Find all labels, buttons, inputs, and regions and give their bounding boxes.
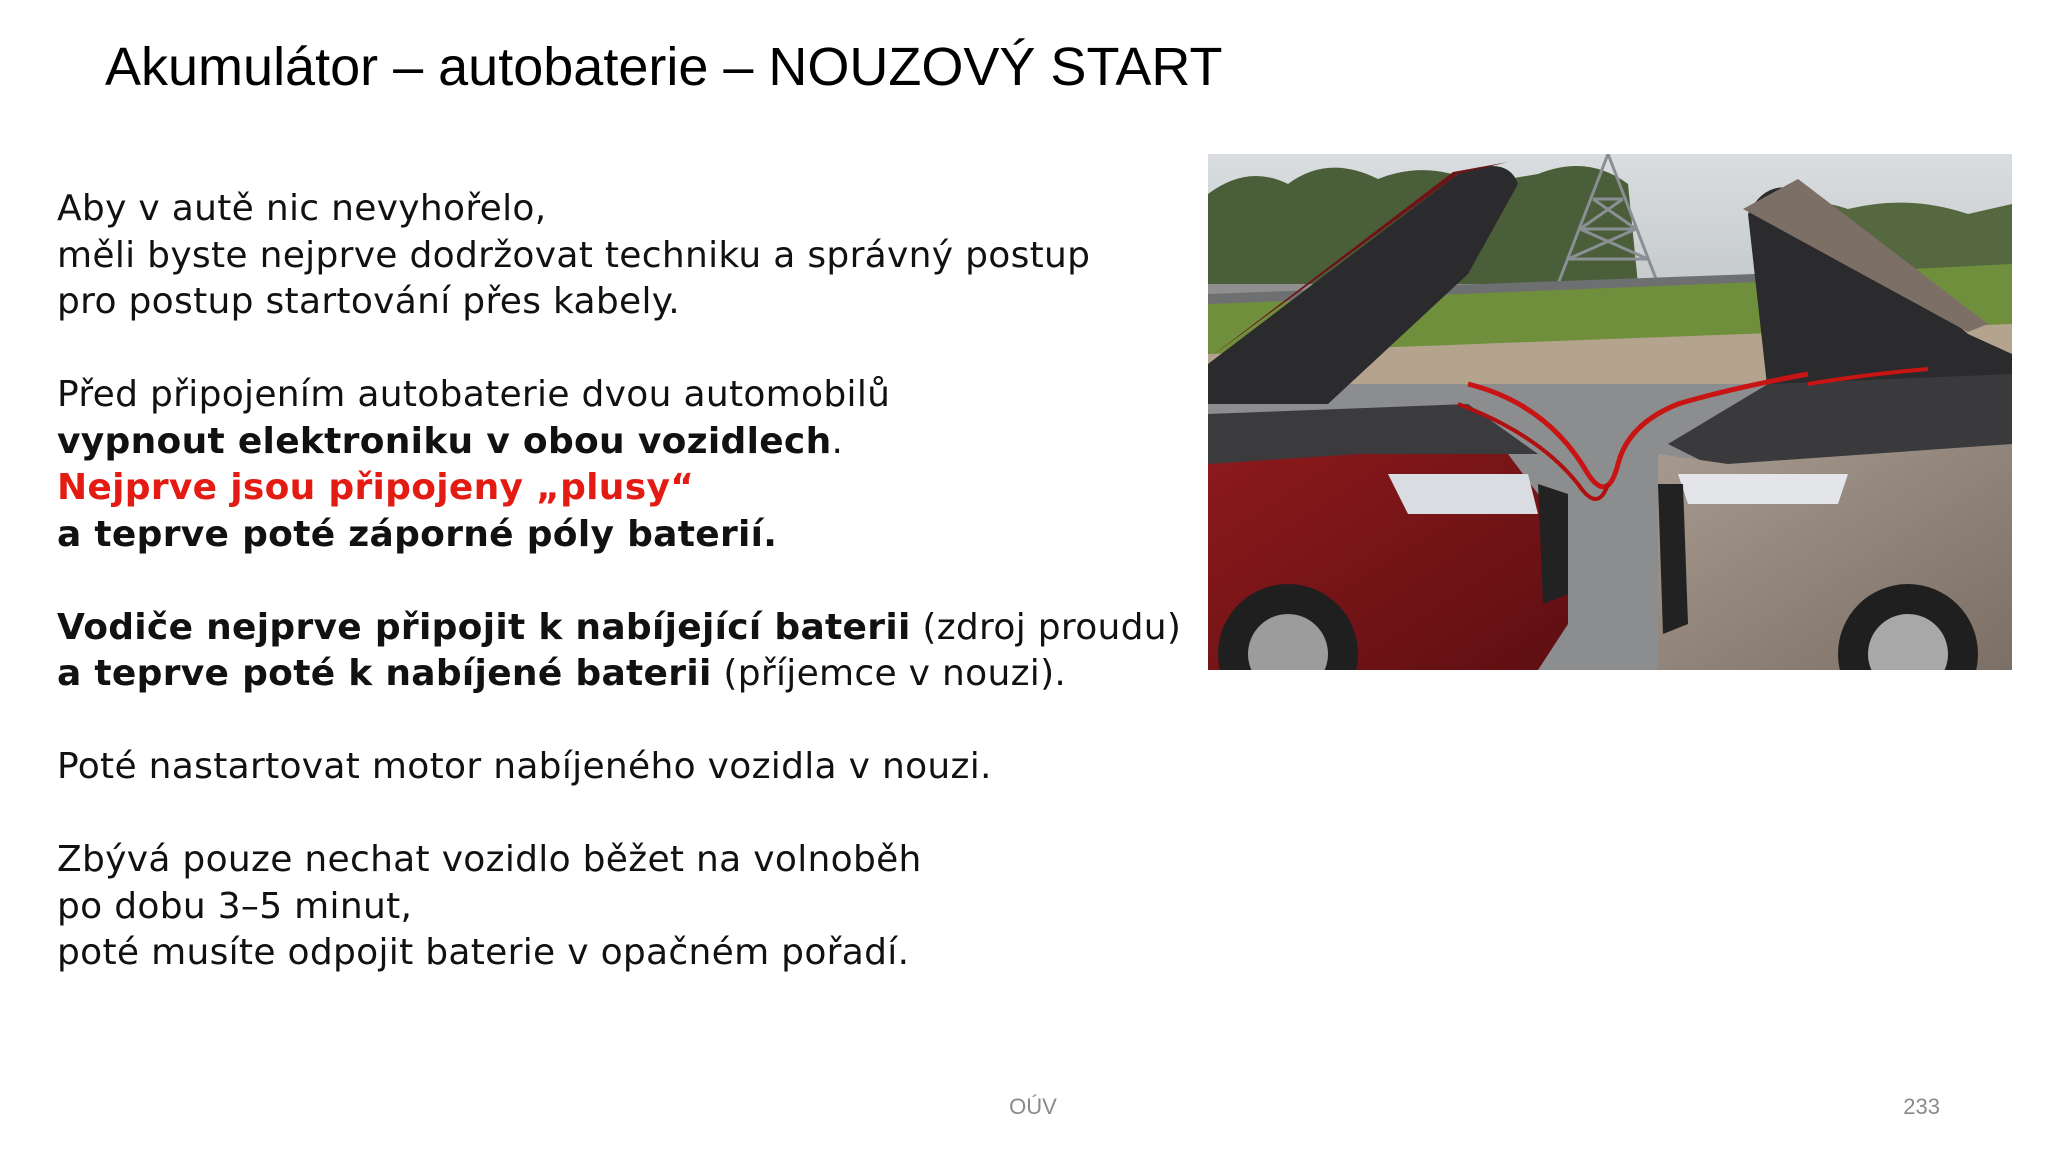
body-text-tail: . — [831, 420, 844, 462]
emphasis-text: Vodiče nejprve připojit k nabíjející baterii — [57, 606, 911, 648]
footer-organization: OÚV — [1009, 1094, 1057, 1119]
body-line — [57, 605, 1182, 652]
body-line: Aby v autě nic nevyhořelo, — [57, 188, 547, 229]
emphasis-line: a teprve poté záporné póly baterií. — [57, 513, 778, 555]
body-line: Poté nastartovat motor nabíjeného vozidla v nouzi. — [57, 746, 992, 787]
body-line: pro postup startování přes kabely. — [57, 281, 680, 322]
body-line: Zbývá pouze nechat vozidlo běžet na volnoběh — [57, 839, 922, 880]
jump-start-cars-photo — [1208, 154, 2012, 670]
body-text-tail: (příjemce v nouzi). — [711, 653, 1067, 694]
body-line — [57, 651, 1177, 698]
page-number: 233 — [1903, 1094, 1940, 1119]
cars-illustration — [1208, 154, 2012, 670]
emphasis-text: vypnout elektroniku v obou vozidlech — [57, 420, 832, 462]
warning-line: Nejprve jsou připojeny „plusy“ — [57, 467, 695, 508]
slide-body — [57, 186, 1182, 977]
body-line: poté musíte odpojit baterie v opačném pořadí. — [57, 932, 910, 973]
body-line: měli byste nejprve dodržovat techniku a správný postup — [57, 234, 1091, 276]
body-text-tail: (zdroj proudu) — [910, 606, 1182, 648]
body-line — [57, 419, 1177, 466]
body-line: po dobu 3–5 minut, — [57, 885, 413, 927]
slide-title: Akumulátor – autobaterie – NOUZOVÝ START — [105, 37, 1223, 97]
emphasis-text: a teprve poté k nabíjené baterii — [57, 653, 712, 694]
body-line: Před připojením autobaterie dvou automobilů — [57, 374, 891, 415]
